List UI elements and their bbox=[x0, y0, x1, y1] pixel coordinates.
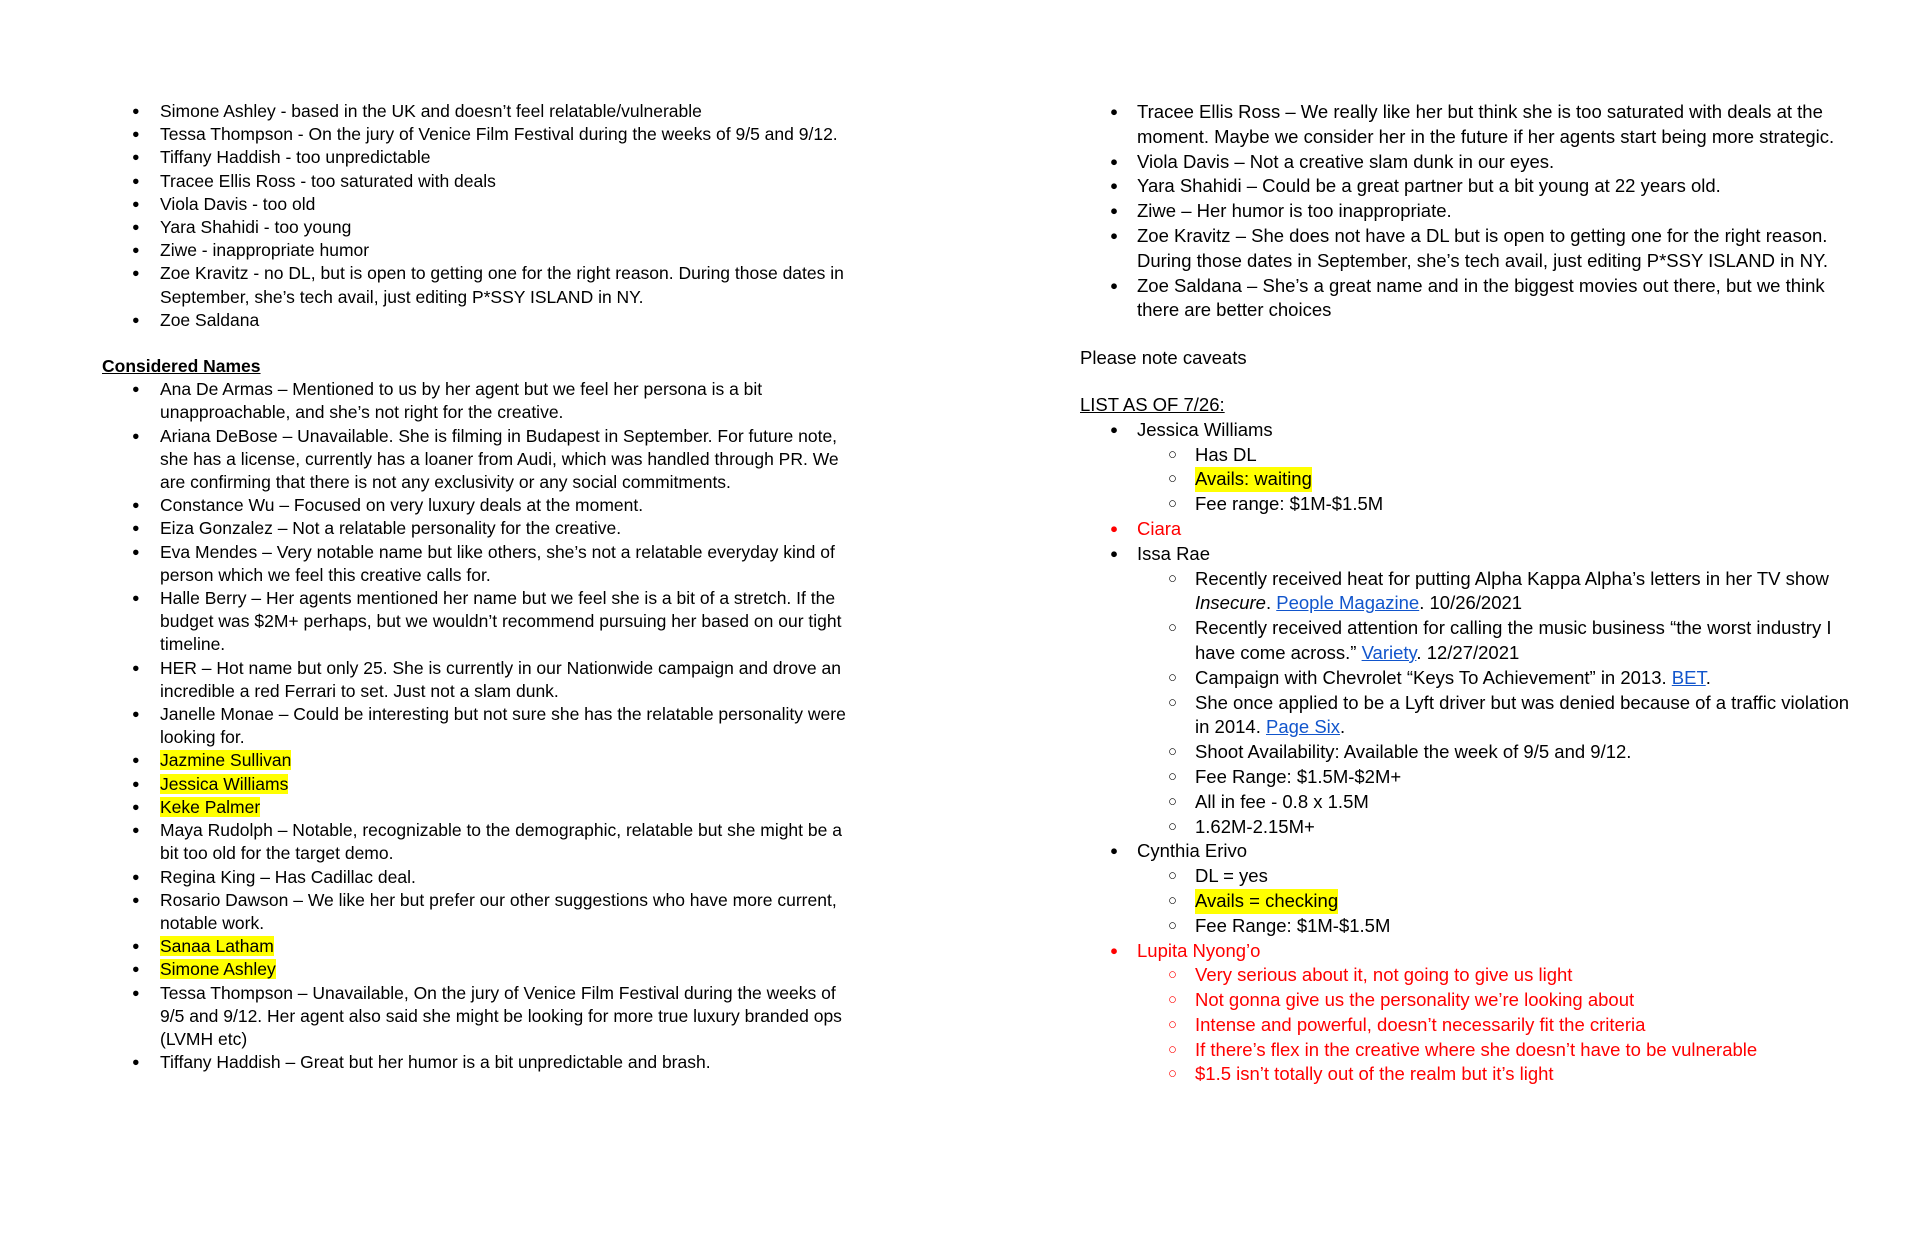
sub-item: ○ Very serious about it, not going to give us light bbox=[1080, 963, 1860, 988]
considered-names-heading: Considered Names bbox=[102, 356, 261, 377]
list-item: ● Viola Davis - too old bbox=[102, 193, 862, 216]
sub-item-text: Recently received attention for calling the music business “the worst industry I have come across.” bbox=[1195, 617, 1832, 663]
list-item: ● Halle Berry – Her agents mentioned her name but we feel she is a bit of a stretch. If the budget was $2M+ perhaps, but we wouldn’t recommend pursuing her based on our tight timeline. bbox=[102, 587, 862, 657]
list-item: ● Ana De Armas – Mentioned to us by her agent but we feel her persona is a bit unapproachable, and she’s not right for the creative. bbox=[102, 378, 862, 424]
sub-item bbox=[1080, 616, 1860, 666]
list-item: ● Tessa Thompson - On the jury of Venice Film Festival during the weeks of 9/5 and 9/12. bbox=[102, 123, 862, 146]
list-item: ● Zoe Kravitz - no DL, but is open to getting one for the right reason. During those dates in September, she’s tech avail, just editing P*SSY ISLAND in NY. bbox=[102, 262, 862, 308]
list-item: ● Regina King – Has Cadillac deal. bbox=[102, 866, 862, 889]
sub-item-text: She once applied to be a Lyft driver but was denied because of a traffic violation in 2014. bbox=[1195, 691, 1850, 738]
sub-item: ○ All in fee - 0.8 x 1.5M bbox=[1080, 790, 1860, 815]
list-item: ● Zoe Saldana bbox=[102, 309, 862, 332]
highlighted-name: Keke Palmer bbox=[160, 796, 261, 817]
list-item: ● Tiffany Haddish - too unpredictable bbox=[102, 146, 862, 169]
sub-item-text: Recently received heat for putting Alpha Kappa Alpha’s letters in her TV show bbox=[1195, 567, 1829, 589]
list-item: ● Maya Rudolph – Notable, recognizable to the demographic, relatable but she might be a bit too old for the target demo. bbox=[102, 819, 862, 865]
list-item: ● Viola Davis – Not a creative slam dunk in our eyes. bbox=[1080, 150, 1860, 175]
list-item-highlighted bbox=[102, 773, 862, 796]
considered-names-list bbox=[102, 378, 862, 1074]
highlighted-name: Sanaa Latham bbox=[160, 936, 274, 957]
list-item: ● Yara Shahidi – Could be a great partner but a bit young at 22 years old. bbox=[1080, 174, 1860, 199]
list-item-highlighted bbox=[102, 749, 862, 772]
candidate-lupita-nyongo: ● Lupita Nyong’o bbox=[1080, 939, 1860, 964]
sub-item: ○ Shoot Availability: Available the week of 9/5 and 9/12. bbox=[1080, 740, 1860, 765]
variety-link[interactable]: Variety bbox=[1361, 641, 1417, 663]
sub-item-highlighted bbox=[1080, 889, 1860, 914]
list-item: ● Tessa Thompson – Unavailable, On the jury of Venice Film Festival during the weeks of 9/5 and 9/12. Her agent also said she might be looking for more true luxury branded ops (LVMH etc) bbox=[102, 982, 862, 1052]
candidate-jessica-williams: ● Jessica Williams bbox=[1080, 418, 1860, 443]
bet-link[interactable]: BET bbox=[1671, 666, 1706, 688]
sub-item bbox=[1080, 567, 1860, 617]
left-column bbox=[102, 100, 862, 1074]
list-item: ● Constance Wu – Focused on very luxury deals at the moment. bbox=[102, 494, 862, 517]
sub-item: ○ Intense and powerful, doesn’t necessarily fit the criteria bbox=[1080, 1013, 1860, 1038]
list-item: ● Ziwe – Her humor is too inappropriate. bbox=[1080, 199, 1860, 224]
rejected-names-list bbox=[102, 100, 862, 332]
sub-item-highlighted bbox=[1080, 467, 1860, 492]
sub-item-text: . 10/26/2021 bbox=[1419, 592, 1523, 614]
highlighted-name: Jessica Williams bbox=[160, 773, 289, 794]
sub-item: ○ Fee range: $1M-$1.5M bbox=[1080, 492, 1860, 517]
list-item: ● Simone Ashley - based in the UK and doesn’t feel relatable/vulnerable bbox=[102, 100, 862, 123]
sub-item-text: . bbox=[1265, 592, 1277, 614]
list-item: ● Eva Mendes – Very notable name but like others, she’s not a relatable everyday kind of person which we feel this creative calls for. bbox=[102, 541, 862, 587]
people-magazine-link[interactable]: People Magazine bbox=[1276, 592, 1420, 614]
list-item-highlighted bbox=[102, 958, 862, 981]
right-column bbox=[1080, 100, 1860, 1087]
sub-item: ○ If there’s flex in the creative where she doesn’t have to be vulnerable bbox=[1080, 1038, 1860, 1063]
list-item-highlighted bbox=[102, 935, 862, 958]
sub-item: ○ Not gonna give us the personality we’re looking about bbox=[1080, 988, 1860, 1013]
list-heading: LIST AS OF 7/26: bbox=[1080, 393, 1225, 415]
list-item: ● Rosario Dawson – We like her but prefer our other suggestions who have more current, notable work. bbox=[102, 889, 862, 935]
sub-item: ○ Fee Range: $1M-$1.5M bbox=[1080, 914, 1860, 939]
highlighted-text: Avails: waiting bbox=[1195, 467, 1312, 492]
page-six-link[interactable]: Page Six bbox=[1265, 716, 1341, 738]
show-title: Insecure bbox=[1195, 592, 1266, 614]
list-item: ● Yara Shahidi - too young bbox=[102, 216, 862, 239]
list-item: ● Zoe Saldana – She’s a great name and in the biggest movies out there, but we think there are better choices bbox=[1080, 274, 1860, 324]
list-item-highlighted bbox=[102, 796, 862, 819]
candidate-cynthia-erivo: ● Cynthia Erivo bbox=[1080, 839, 1860, 864]
list-item: ● Tracee Ellis Ross – We really like her but think she is too saturated with deals at the moment. Maybe we consider her in the future if her agents start being more strategic. bbox=[1080, 100, 1860, 150]
sub-item bbox=[1080, 691, 1860, 741]
rejected-names-detail-list bbox=[1080, 100, 1860, 323]
sub-item: ○ Fee Range: $1.5M-$2M+ bbox=[1080, 765, 1860, 790]
candidate-ciara: ● Ciara bbox=[1080, 517, 1860, 542]
list-item: ● HER – Hot name but only 25. She is currently in our Nationwide campaign and drove an incredible a red Ferrari to set. Just not a slam dunk. bbox=[102, 657, 862, 703]
list-item: ● Zoe Kravitz – She does not have a DL but is open to getting one for the right reason. During those dates in September, she’s tech avail, just editing P*SSY ISLAND in NY. bbox=[1080, 224, 1860, 274]
candidate-list bbox=[1080, 418, 1860, 1088]
sub-item-text: . bbox=[1340, 716, 1346, 738]
highlighted-name: Simone Ashley bbox=[160, 959, 276, 980]
sub-item: ○ DL = yes bbox=[1080, 864, 1860, 889]
highlighted-name: Jazmine Sullivan bbox=[160, 750, 292, 771]
list-item: ● Tiffany Haddish – Great but her humor is a bit unpredictable and brash. bbox=[102, 1051, 862, 1074]
caveats-note: Please note caveats bbox=[1080, 347, 1247, 369]
sub-item-text: . bbox=[1705, 666, 1711, 688]
list-item: ● Tracee Ellis Ross - too saturated with deals bbox=[102, 170, 862, 193]
list-item: ● Ziwe - inappropriate humor bbox=[102, 239, 862, 262]
highlighted-text: Avails = checking bbox=[1195, 889, 1338, 914]
list-item: ● Ariana DeBose – Unavailable. She is filming in Budapest in September. For future note, she has a license, currently has a loaner from Audi, which was handled through PR. We are confirming that there is not any exclusivity or any social commitments. bbox=[102, 425, 862, 495]
list-item: ● Janelle Monae – Could be interesting but not sure she has the relatable personality were looking for. bbox=[102, 703, 862, 749]
sub-item: ○ Has DL bbox=[1080, 443, 1860, 468]
sub-item: ○ $1.5 isn’t totally out of the realm but it’s light bbox=[1080, 1062, 1860, 1087]
sub-item: ○ 1.62M-2.15M+ bbox=[1080, 815, 1860, 840]
sub-item bbox=[1080, 666, 1860, 691]
sub-item-text: Campaign with Chevrolet “Keys To Achievement” in 2013. bbox=[1195, 666, 1672, 688]
list-item: ● Eiza Gonzalez – Not a relatable personality for the creative. bbox=[102, 517, 862, 540]
sub-item-text: . 12/27/2021 bbox=[1416, 641, 1520, 663]
candidate-issa-rae: ● Issa Rae bbox=[1080, 542, 1860, 567]
